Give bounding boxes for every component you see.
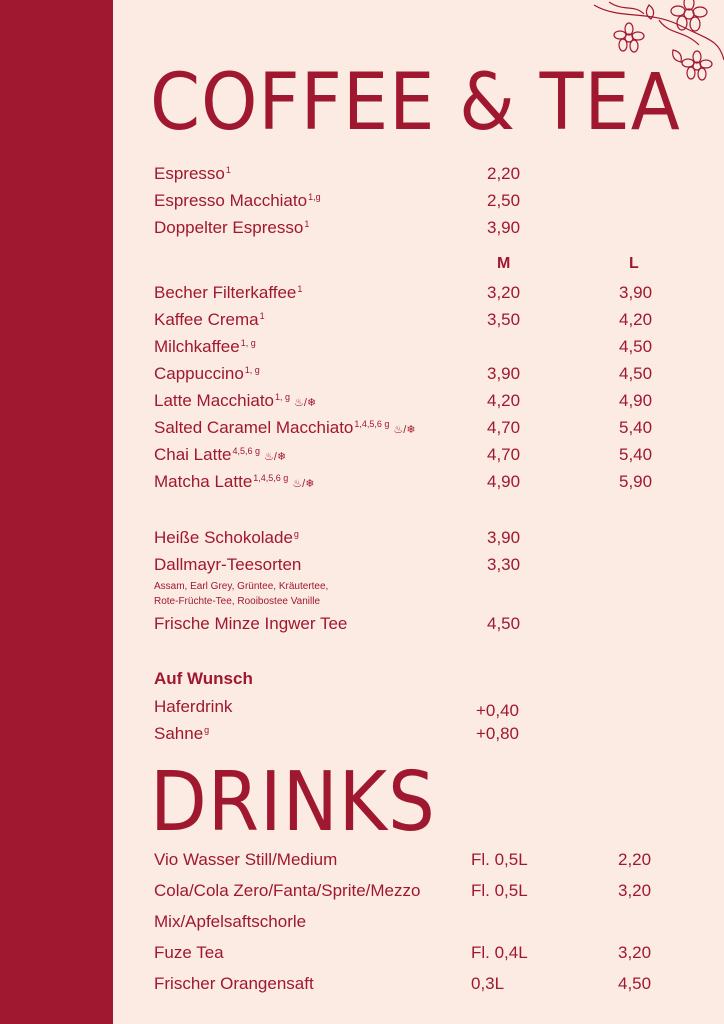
item-price: +0,40 [476, 701, 520, 720]
hot-cold-icon: ♨/❄ [294, 397, 317, 409]
item-name: Espresso Macchiato$^{1,g}$ [154, 191, 321, 210]
price-m: 4,70 [487, 445, 521, 464]
drink-size: Fl. 0,5L [471, 881, 528, 900]
drink-name: Fuze Tea [154, 943, 224, 962]
price-m: 4,90 [487, 472, 521, 491]
drink-item [0, 850, 724, 874]
item-name: Salted Caramel Macchiato$^{1,4,5,6 g}$ ♨/❄ [154, 418, 416, 437]
tea-varieties-note: Assam, Earl Grey, Grüntee, Kräutertee, Rote-Früchte-Tee, Rooibostee Vanille [154, 581, 329, 607]
item-price: 3,90 [487, 528, 521, 547]
drink-price: 3,20 [618, 943, 652, 962]
menu-item [0, 472, 724, 496]
item-name: Frische Minze Ingwer Tee [154, 614, 348, 633]
price-l: 4,90 [619, 391, 653, 410]
drink-item [0, 974, 724, 998]
menu-item [0, 445, 724, 469]
price-l: 3,90 [619, 283, 653, 302]
menu-item [0, 614, 724, 638]
item-name: Espresso$^1$ [154, 164, 231, 183]
menu-item [0, 418, 724, 442]
price-m: 3,90 [487, 364, 521, 383]
item-name: Becher Filterkaffee$^1$ [154, 283, 303, 302]
drinks-heading: DRINKS [150, 755, 436, 850]
menu-item [0, 283, 724, 307]
item-price: 2,50 [487, 191, 521, 210]
item-name: Kaffee Crema$^1$ [154, 310, 265, 329]
drink-size: Fl. 0,5L [471, 850, 528, 869]
price-m: 4,70 [487, 418, 521, 437]
menu-item [0, 164, 724, 188]
menu-item [0, 555, 724, 579]
drink-item [0, 912, 724, 936]
item-price: +0,80 [476, 724, 520, 743]
item-price: 3,90 [487, 218, 521, 237]
menu-item [0, 310, 724, 334]
price-m: 3,50 [487, 310, 521, 329]
drink-name: Mix/Apfelsaftschorle [154, 912, 307, 931]
item-price: 3,30 [487, 555, 521, 574]
item-price: 4,50 [487, 614, 521, 633]
item-name: Dallmayr-Teesorten [154, 555, 302, 574]
price-l: 5,40 [619, 418, 653, 437]
coffee-tea-heading: COFFEE & TEA [150, 58, 681, 148]
menu-item [0, 724, 724, 748]
hot-cold-icon: ♨/❄ [393, 424, 416, 436]
drink-name: Cola/Cola Zero/Fanta/Sprite/Mezzo [154, 881, 421, 900]
drink-name: Vio Wasser Still/Medium [154, 850, 338, 869]
drink-size: 0,3L [471, 974, 505, 993]
item-name: Milchkaffee$^{1, g}$ [154, 337, 256, 356]
price-l: 4,50 [619, 337, 653, 356]
size-header-l: L [629, 255, 639, 272]
drink-price: 4,50 [618, 974, 652, 993]
item-name: Doppelter Espresso$^1$ [154, 218, 310, 237]
drink-price: 2,20 [618, 850, 652, 869]
price-l: 4,20 [619, 310, 653, 329]
item-name: Sahne$^g$ [154, 724, 210, 743]
menu-item [0, 337, 724, 361]
menu-item [0, 528, 724, 552]
price-l: 4,50 [619, 364, 653, 383]
drink-price: 3,20 [618, 881, 652, 900]
menu-item [0, 218, 724, 242]
menu-item [0, 391, 724, 415]
drink-item [0, 881, 724, 905]
item-name: Haferdrink [154, 697, 233, 716]
drink-size: Fl. 0,4L [471, 943, 528, 962]
item-name: Cappuccino$^{1, g}$ [154, 364, 260, 383]
price-l: 5,40 [619, 445, 653, 464]
size-header-m: M [497, 255, 511, 272]
price-l: 5,90 [619, 472, 653, 491]
hot-cold-icon: ♨/❄ [292, 478, 315, 490]
item-name: Matcha Latte$^{1,4,5,6 g}$ ♨/❄ [154, 472, 315, 491]
menu-item [0, 697, 724, 721]
menu-item [0, 191, 724, 215]
item-price: 2,20 [487, 164, 521, 183]
item-name: Heiße Schokolade$^g$ [154, 528, 299, 547]
item-name: Chai Latte$^{4,5,6 g}$ ♨/❄ [154, 445, 287, 464]
extras-heading: Auf Wunsch [154, 669, 253, 688]
drink-name: Frischer Orangensaft [154, 974, 314, 993]
hot-cold-icon: ♨/❄ [264, 451, 287, 463]
drink-item [0, 943, 724, 967]
price-m: 3,20 [487, 283, 521, 302]
price-m: 4,20 [487, 391, 521, 410]
item-name: Latte Macchiato$^{1, g}$ ♨/❄ [154, 391, 317, 410]
menu-item [0, 364, 724, 388]
